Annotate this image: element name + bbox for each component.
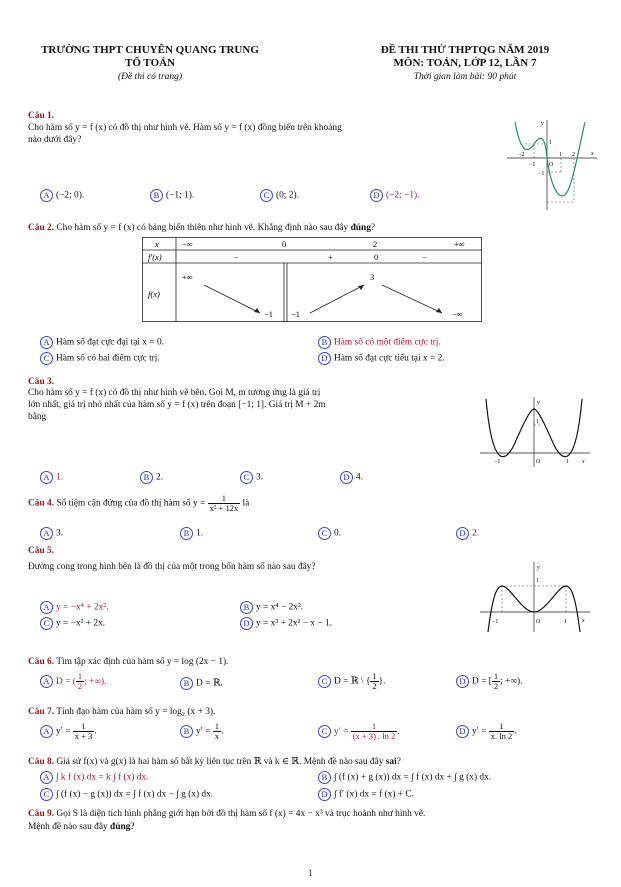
q1-axis-y-label: y: [541, 121, 544, 127]
q4-option-c[interactable]: C 0.: [318, 527, 341, 540]
q3-line2: lớn nhất, giá trị nhỏ nhất của hàm số y = f (x) trên đoạn [−1; 1]. Giá trị M + 2m: [28, 400, 326, 410]
q5-ylabel-1: 1: [536, 578, 539, 584]
q6-option-c[interactable]: C D = ℝ \ { $\frac{1}{2}$ }.: [318, 672, 385, 691]
q5-label: Câu 5.: [28, 546, 55, 556]
q4-option-a-bubble[interactable]: A: [40, 527, 53, 540]
q5-axis-x-label: x: [582, 618, 585, 624]
q3-option-b-bubble[interactable]: B: [140, 471, 153, 484]
q5-option-a-bubble[interactable]: A: [40, 601, 53, 614]
q5-option-b[interactable]: B y = x⁴ − 2x².: [240, 601, 303, 614]
q5-xlabel-1: 1: [564, 619, 567, 625]
q6-text: Câu 6. Tìm tập xác định của hàm số y = log (2x − 1).: [28, 657, 229, 667]
q1-option-a-bubble[interactable]: A: [40, 189, 53, 202]
q3-option-a-bubble[interactable]: A: [40, 471, 53, 484]
q5-option-d[interactable]: D y = x³ + 2x² − x − 1.: [240, 617, 332, 630]
q6-option-a-bubble[interactable]: A: [40, 675, 53, 688]
q3-option-d[interactable]: D 4.: [340, 471, 363, 484]
q4-option-c-bubble[interactable]: C: [318, 527, 331, 540]
q3-axis-x-label: x: [582, 459, 585, 465]
q1-label: Câu 1.: [28, 111, 55, 121]
q8-option-a[interactable]: A ∫ k f (x) dx = k ∫ f (x) dx.: [40, 771, 148, 784]
table-f-label: f(x): [148, 289, 160, 299]
q6-option-d-bubble[interactable]: D: [456, 675, 469, 688]
q6-option-b[interactable]: B D = ℝ.: [180, 677, 223, 690]
table-fp-label: f′(x): [148, 252, 162, 262]
q1-option-b-bubble[interactable]: B: [150, 189, 163, 202]
q5-option-c[interactable]: C y = −x² + 2x.: [40, 617, 105, 630]
q5-option-d-bubble[interactable]: D: [240, 617, 253, 630]
q5-axis-y-label: y: [537, 565, 540, 571]
q5-origin: O: [536, 619, 541, 625]
q3-option-d-bubble[interactable]: D: [340, 471, 353, 484]
q3-option-c[interactable]: C 3.: [240, 471, 263, 484]
q4-option-b[interactable]: B 1.: [180, 527, 203, 540]
q8-option-c[interactable]: C ∫ (f (x) − g (x)) dx = ∫ f (x) dx − ∫ g (x) dx.: [40, 788, 213, 801]
q7-option-b-bubble[interactable]: B: [180, 725, 193, 738]
q7-option-a-bubble[interactable]: A: [40, 725, 53, 738]
q2-option-a[interactable]: A Hàm số đạt cực đại tại x = 0.: [40, 336, 164, 349]
table-f-plusinf: +∞: [182, 272, 193, 282]
q1-xlabel-m1: −1: [529, 162, 536, 168]
q9-text: Câu 9. Gọi S là diện tích hình phẳng giới hạn bởi đồ thị hàm số f (x) = 4x − x³ và trục hoành như hình vẽ.: [28, 809, 426, 819]
q1-ylabel-1: 1: [549, 140, 552, 146]
q1-option-c[interactable]: C (0; 2).: [260, 189, 299, 202]
q1-xlabel-m2: −2: [518, 152, 525, 158]
q3-xlabel-1: 1: [566, 459, 569, 465]
q1-option-a[interactable]: A (−2; 0).: [40, 189, 84, 202]
q3-label: Câu 3.: [28, 377, 55, 387]
q1-ylabel-m1: −1: [538, 171, 545, 177]
q1-text2: nào dưới đây?: [28, 135, 82, 145]
q5-text: Đường cong trong hình bên là đồ thị của một trong bốn hàm số nào sau đây?: [28, 562, 316, 572]
q5-graph: [478, 560, 593, 635]
q8-option-c-bubble[interactable]: C: [40, 788, 53, 801]
school-name: TRƯỜNG THPT CHUYÊN QUANG TRUNG: [41, 44, 259, 56]
q5-option-c-bubble[interactable]: C: [40, 617, 53, 630]
q1-graph: [505, 118, 600, 213]
q7-option-d[interactable]: D y′ = $\frac{1}{x. \ln 2}$ .: [456, 722, 517, 741]
q5-option-a[interactable]: A y = −x⁴ + 2x².: [40, 601, 108, 614]
q3-origin: O: [536, 459, 541, 465]
q8-option-b-bubble[interactable]: B: [318, 771, 331, 784]
q8-text: Câu 8. Giả sử f(x) và g(x) là hai hàm số bất kỳ liên tục trên ℝ và k ∈ ℝ. Mệnh đề nào sau đây sai?: [28, 757, 401, 767]
q8-option-b[interactable]: B ∫ (f (x) + g (x)) dx = ∫ f (x) dx + ∫ g (x) dx.: [318, 771, 491, 784]
q2-option-a-bubble[interactable]: A: [40, 336, 53, 349]
page-number: 1: [308, 868, 313, 878]
table-fp-sign3: −: [422, 252, 427, 262]
table-f-3: 3: [370, 272, 375, 282]
q7-option-b[interactable]: B y′ = $\frac{1}{x}$ .: [180, 722, 223, 741]
exam-subject: MÔN: TOÁN, LỚP 12, LẦN 7: [393, 57, 537, 69]
q2-variation-table: [142, 237, 482, 322]
q2-option-b-bubble[interactable]: B: [318, 336, 331, 349]
pages-note: (Đề thi có trang): [117, 72, 183, 82]
q2-option-b[interactable]: B Hàm số có một điểm cực trị.: [318, 336, 441, 349]
q6-option-c-bubble[interactable]: C: [318, 675, 331, 688]
q3-option-c-bubble[interactable]: C: [240, 471, 253, 484]
q4-option-a[interactable]: A 3.: [40, 527, 63, 540]
table-x-mininf: −∞: [182, 239, 193, 249]
q1-origin: O: [549, 162, 554, 168]
q7-option-d-bubble[interactable]: D: [456, 725, 469, 738]
q6-option-a[interactable]: A D = ( $\frac{1}{2}$ ; +∞).: [40, 672, 107, 691]
table-x-plusinf: +∞: [454, 239, 465, 249]
exam-title: ĐỀ THI THỬ THPTQG NĂM 2019: [380, 44, 550, 56]
table-fp-sign2: +: [328, 252, 333, 262]
q4-option-b-bubble[interactable]: B: [180, 527, 193, 540]
q3-graph: [478, 395, 593, 470]
exam-time: Thời gian làm bài: 90 phút: [413, 72, 517, 82]
q6-option-b-bubble[interactable]: B: [180, 677, 193, 690]
q8-option-d-bubble[interactable]: D: [318, 788, 331, 801]
q7-option-c-bubble[interactable]: C: [318, 725, 331, 738]
q7-option-a[interactable]: A y′ = $\frac{1}{x + 3}$ .: [40, 722, 97, 741]
table-fp-sign1: −: [234, 252, 239, 262]
table-x-2: 2: [373, 239, 378, 249]
table-x-label: x: [155, 239, 159, 249]
q7-option-c[interactable]: C y′ = $\frac{1}{(x + 3) . \ln 2}$ .: [318, 722, 400, 741]
q5-option-b-bubble[interactable]: B: [240, 601, 253, 614]
q2-option-c[interactable]: C Hàm số có hai điểm cực trị.: [40, 352, 160, 365]
q1-text: Cho hàm số y = f (x) có đồ thị như hình vẽ. Hàm số y = f (x) đồng biến trên khoảng: [28, 123, 342, 133]
q5-xlabel-m1: −1: [492, 619, 499, 625]
q3-ylabel-1: 1: [536, 419, 539, 425]
q1-option-d-bubble[interactable]: D: [370, 189, 383, 202]
q6-option-d[interactable]: D D = [ $\frac{1}{2}$ ; +∞).: [456, 672, 523, 691]
q2-option-c-bubble[interactable]: C: [40, 352, 53, 365]
q2-text: Câu 2. Cho hàm số y = f (x) có bảng biến thiên như hình vẽ. Khẳng định nào sau đây đúng?: [28, 223, 376, 233]
q4-option-d[interactable]: D 2.: [456, 527, 479, 540]
q1-xlabel-2: 2: [572, 152, 575, 158]
q9-text2: Mệnh đề nào sau đây đúng?: [28, 822, 135, 832]
q1-option-b[interactable]: B (−1; 1).: [150, 189, 194, 202]
table-x-0: 0: [282, 239, 287, 249]
q3-xlabel-m1: −1: [494, 459, 501, 465]
q3-line3: bằng: [28, 412, 47, 422]
q4-text: Câu 4. Số tiệm cận đứng của đồ thị hàm số y = $\frac{1}{\text{x² + 12x}}$ là: [28, 493, 250, 513]
q2-option-d[interactable]: D Hàm số đạt cực tiểu tại x = 2.: [318, 352, 445, 365]
q1-xlabel-1: 1: [559, 152, 562, 158]
q3-line1: Cho hàm số y = f (x) có đồ thị như hình vẽ bên. Gọi M, m tương ứng là giá trị: [28, 388, 321, 398]
q1-option-c-bubble[interactable]: C: [260, 189, 273, 202]
q4-option-d-bubble[interactable]: D: [456, 527, 469, 540]
table-f-m1-right: −1: [291, 309, 301, 319]
q1-axis-x-label: x: [591, 151, 594, 157]
q1-option-d[interactable]: D (−2; −1).: [370, 189, 420, 202]
department-name: TỔ TOÁN: [124, 57, 176, 69]
q3-axis-y-label: y: [537, 400, 540, 406]
q7-text: Câu 7. Tính đạo hàm của hàm số y = log₂ (x + 3).: [28, 707, 216, 717]
q3-option-a[interactable]: A 1.: [40, 471, 63, 484]
q2-option-d-bubble[interactable]: D: [318, 352, 331, 365]
q1-curve: [515, 122, 585, 196]
q8-option-d[interactable]: D ∫ f′ (x) dx = f (x) + C.: [318, 788, 414, 801]
q3-option-b[interactable]: B 2.: [140, 471, 163, 484]
q8-option-a-bubble[interactable]: A: [40, 771, 53, 784]
table-f-m1-left: −1: [264, 309, 274, 319]
table-fp-zero: 0: [374, 252, 379, 262]
table-f-mininf: −∞: [452, 309, 463, 319]
